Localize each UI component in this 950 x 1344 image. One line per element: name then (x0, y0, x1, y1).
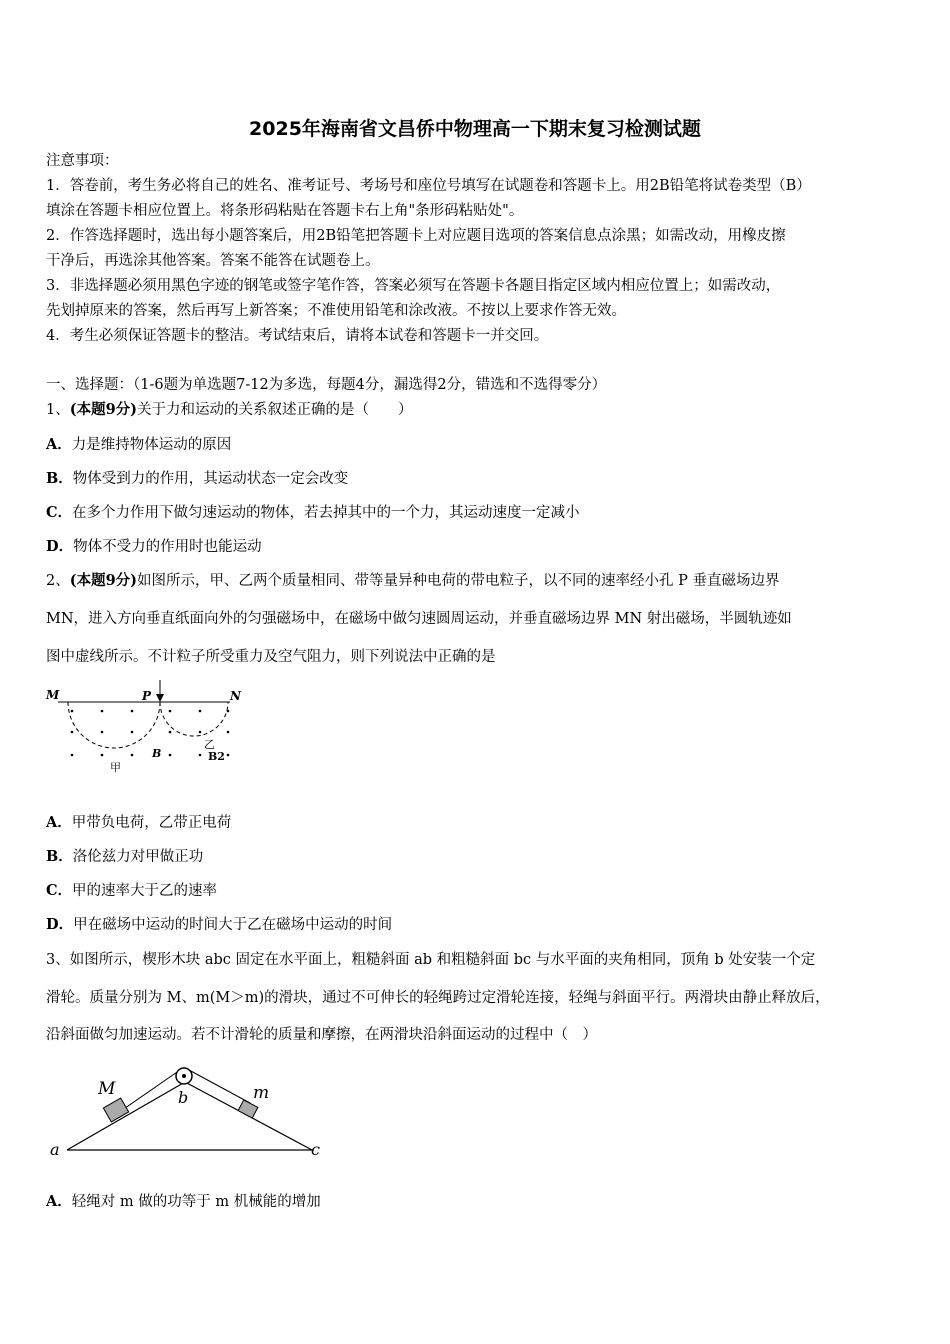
rope-left (118, 1070, 180, 1113)
notice-line: 2．作答选择题时，选出每小题答案后，用2B铅笔把答题卡上对应题目选项的答案信息点涂黑；如需改动，用橡皮擦 (46, 228, 786, 244)
label-m: m (253, 1083, 270, 1103)
notice-line: 4．考生必须保证答题卡的整洁。考试结束后，请将本试卷和答题卡一并交回。 (46, 328, 549, 344)
question-text: 滑轮。质量分别为 M、m(M＞m)的滑块，通过不可伸长的轻绳跨过定滑轮连接，轻绳与斜面平行。两滑块由静止释放后， (46, 990, 830, 1006)
page-title: 2025年海南省文昌侨中物理高一下期末复习检测试题 (249, 118, 701, 140)
option-letter: D． (46, 538, 74, 555)
option-text: 轻绳对 m 做的功等于 m 机械能的增加 (71, 1194, 321, 1210)
question-text: MN，进入方向垂直纸面向外的匀强磁场中，在磁场中做匀速圆周运动，并垂直磁场边界 MN 射出磁场，半圆轨迹如 (46, 611, 792, 627)
block-M (103, 1098, 128, 1122)
question-text: 如图所示，楔形木块 abc 固定在水平面上，粗糙斜面 ab 和粗糙斜面 bc 与水平面的夹角相同，顶角 b 处安装一个定 (69, 952, 816, 968)
question-points: (本题9分) (69, 401, 138, 418)
notice-line: 干净后，再选涂其他答案。答案不能答在试题卷上。 (46, 253, 380, 269)
option-C[interactable] (46, 881, 217, 901)
option-text: 洛伦兹力对甲做正功 (72, 849, 204, 865)
option-text: 物体不受力的作用时也能运动 (73, 539, 262, 555)
option-text: 甲的速率大于乙的速率 (72, 883, 218, 899)
option-A[interactable] (46, 1192, 321, 1212)
option-A[interactable] (46, 435, 231, 455)
label-yi: 乙 (204, 738, 215, 751)
question-3-stem (46, 950, 815, 970)
option-letter: B． (46, 470, 73, 487)
option-D[interactable] (46, 537, 262, 557)
label-a: a (50, 1140, 60, 1159)
question-1-stem (46, 400, 413, 420)
label-P: P (142, 689, 152, 703)
label-c: c (311, 1140, 320, 1159)
option-letter: D． (46, 916, 74, 933)
label-B: B (152, 747, 162, 760)
notice-line: 3．非选择题必须用黑色字迹的钢笔或签字笔作答，答案必须写在答题卡各题目指定区域内相应位置上；如需改动， (46, 278, 781, 294)
option-A[interactable] (46, 813, 231, 833)
notice-heading: 注意事项： (46, 153, 119, 169)
question-number: 2、 (46, 573, 70, 589)
rope-right (189, 1070, 250, 1103)
entry-arrowhead (156, 694, 164, 702)
magnetic-field-figure (40, 680, 250, 780)
pulley-axle (182, 1074, 186, 1078)
section-heading: 一、选择题：（1-6题为单选题7-12为多选，每题4分，漏选得2分，错选和不选得零分） (46, 377, 607, 393)
label-jia: 甲 (110, 761, 121, 774)
question-text: 关于力和运动的关系叙述正确的是（ ） (137, 402, 413, 418)
option-letter: A． (46, 814, 72, 831)
option-text: 甲带负电荷，乙带正电荷 (71, 815, 232, 831)
question-text: 沿斜面做匀加速运动。若不计滑轮的质量和摩擦，在两滑块沿斜面运动的过程中（ ） (46, 1027, 597, 1043)
option-letter: A． (46, 1193, 72, 1210)
option-C[interactable] (46, 503, 580, 523)
option-text: 在多个力作用下做匀速运动的物体，若去掉其中的一个力，其运动速度一定减小 (72, 505, 580, 521)
question-text: 如图所示，甲、乙两个质量相同、带等量异种电荷的带电粒子，以不同的速率经小孔 P 垂直磁场边界 (137, 573, 780, 589)
option-letter: C． (46, 882, 73, 899)
notice-line: 先划掉原来的答案，然后再写上新答案；不准使用铅笔和涂改液。不按以上要求作答无效。 (46, 303, 626, 319)
option-B[interactable] (46, 469, 348, 489)
trajectory-jia (68, 702, 160, 748)
option-text: 力是维持物体运动的原因 (71, 437, 232, 453)
question-text: 图中虚线所示。不计粒子所受重力及空气阻力，则下列说法中正确的是 (46, 649, 496, 665)
option-text: 甲在磁场中运动的时间大于乙在磁场中运动的时间 (73, 917, 393, 933)
option-letter: C． (46, 504, 73, 521)
question-number: 3、 (46, 952, 70, 968)
option-letter: B． (46, 848, 73, 865)
option-B[interactable] (46, 847, 203, 867)
label-M: M (46, 688, 60, 702)
option-text: 物体受到力的作用，其运动状态一定会改变 (72, 471, 349, 487)
question-2-stem (46, 571, 780, 591)
slope-ab (67, 1082, 185, 1150)
option-letter: A． (46, 436, 72, 453)
wedge-pulley-figure (40, 1060, 340, 1170)
question-number: 1、 (46, 402, 70, 418)
label-N: N (230, 689, 241, 703)
label-M: M (98, 1079, 116, 1099)
question-points: (本题9分) (69, 572, 138, 589)
notice-line: 填涂在答题卡相应位置上。将条形码粘贴在答题卡右上角"条形码粘贴处"。 (46, 203, 524, 219)
notice-line: 1．答卷前，考生务必将自己的姓名、准考证号、考场号和座位号填写在试题卷和答题卡上。用2B铅笔将试卷类型（B） (46, 178, 811, 194)
label-B2: B2 (208, 750, 225, 763)
option-D[interactable] (46, 915, 392, 935)
label-b: b (178, 1088, 189, 1107)
